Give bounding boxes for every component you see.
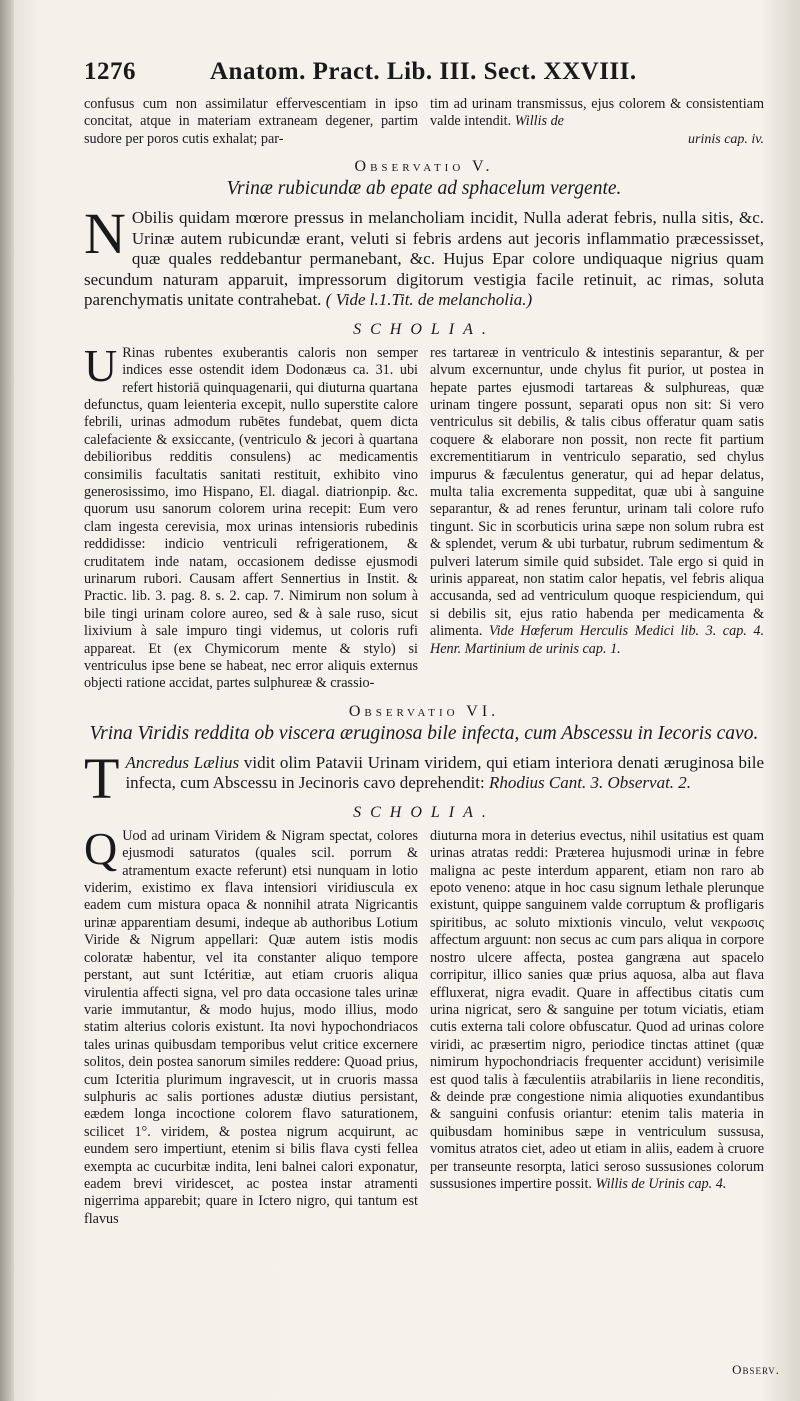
top-right-body: tim ad urinam transmissus, ejus colorem & consistentiam valde intendit. [430,96,764,130]
scholia1-ref: Vide Hœferum Herculis Medici lib. 3. cap. 4. Henr. Martinium de urinis cap. 1. [430,623,765,657]
scholia2-dropcap: Q [84,822,118,874]
scholia2-ref: Willis de Urinis cap. 4. [595,1175,727,1192]
obs6-subtitle: Vrina Viridis reddita ob viscera æruginosa bile infecta, cum Abscessu in Iecoris cavo. [89,722,759,744]
scholia1-left-text: Rinas rubentes exuberantis caloris non semper indices esse ostendit idem Dodonæus ca. 31. ubi refert historiā quinquagenarii, qui diuturna quartana defunctus, quam leienteria excepit, nullo superstite calore febrili, urinas admodum rubētes fundebat, quem dicta calefaciente & exsiccante, (ventriculo & jecori à quartana debilioribus redditis consulens) ac medicamentis consimilis facultatis sanitati restituit, exhibito vino generosissimo, imo Hispano, El. diagal. diatrionpip. &c. quorum usu sanorum colorem urina recepit: Eum vero clam ingesta cerevisia, mox urinas intensioris rubedinis reddidisse: indicio ventriculi refrigerationem, & cruditatem inde natam, occasionem dedisse ejusmodi urinarum rubori. Causam affert Sennertius in Instit. & Practic. lib. 3. pag. 8. s. 2. cap. 7. Nimirum non solum à bile tingi urinam colore aureo, sed & à sale ruso, sicut lixivium à sale impuro tingi videmus, ut coloris rufi appareat. Et (ex Chymicorum mente & stylo) si ventriculus ipse bene se habeat, nec error aliquis externus objecti ratione accidat, partes sulphureæ & crassio- [84,344,418,692]
page-gutter [0,0,14,1401]
top-left-text: confusus cum non assimilatur effervescentiam in ipso concitat, atque in materiam extraneam degener, partim sudore per poros cutis exhalat; par- [84,96,418,147]
page-content [84,58,764,1228]
scholia1-columns [84,339,765,693]
scholia1-right [430,345,764,693]
catchword: Observ. [732,1362,780,1377]
scholia1-left [84,339,418,693]
scholia2-columns [84,822,764,1228]
scholia2-heading: SCHOLIA. [353,803,495,821]
scholia2-right [430,828,764,1228]
top-right-block [430,96,764,148]
scholia1-dropcap: U [84,339,118,391]
obs6-text: vidit olim Patavii Urinam viridem, qui etiam interiora denati æruginosa bile infecta, cum Abscessu in Jecinoris cavo deprehendit: [125,752,765,793]
scholia2-right-text: diuturna mora in deterius evectus, nihil usitatius est quam urinas atratas reddi: Præterea hujusmodi urinæ in febre maligna ac peste interdum apparent, etiam non raro ab epoto veneno: atque in hoc casu signum lethale plerunque existunt, quippe sanguinem valde corruptum & profligaris spiritibus, ac soluto mixtionis vinculo, velut νεκρωσις affectum arguunt: non secus ac cum pars aliqua in corpore nostro ulcere affecta, postea gangræna aut spacelo corripitur, illico sanies quæ prius aquosa, alba aut flava effluxerat, nigra evadit. Quare in affectibus citatis cum urina nigricat, sero & sanguine per totum viciatis, etiam cutis externa tali colore obfuscatur. Quod ad urinas colore viridi, ac præsertim nigro, periodice tinctas attinet (quæ nimirum hypochondriacis frequenter accidunt) verisimile est quod talis à fæculentiis atrabilariis in liene reconditis, & deinde præ congestione nimia aliquoties exundantibus & sanguini confusis oriantur: etenim talis materia in quibusdam hominibus sæpe in ventriculum sussusa, vomitus atratos ciet, adeo ut etiam in aliis, eadem à cruore per transeunte resorpta, latici seroso sussusiones colorum sussusiones impertire possit. [430,827,764,1192]
obs5-paragraph [84,201,764,311]
scholia2-left-text: Uod ad urinam Viridem & Nigram spectat, colores ejusmodi saturatos (quales scil. porrum & atramentum exacte referunt) etsi nunquam in lotio viderim, existimo ex flava intensiori viridiuscula ex eadem cum mistura opaca & nonnihil atrata Nigricantis urinæ apparentiam desumi, indeque ab authoribus Lotium Viride & Nigrum appellari: Quæ autem istis modis coloratæ habentur, vel ita constanter aliquo tempore perstant, aut sunt Ictéritiæ, aut etiam cruoris aliqua virulentia affecti signa, vel pro data occasione tales urinæ varie immutantur, & modo hujus, modo illius, modo statim alterius coloris existunt. Ita novi hypochondriacos tales urinas quibusdam temporibus velut critice excernere solitos, dein postea sanorum similes reddere: Quoad prius, cum Icteritia plurimum ingravescit, ut in cruoris massa sulphuris ac salis portiones adustæ diutius persistant, eædem longa incoctione colorem flavo saturationem, scilicet 1°. viridem, & postea nigrum acquirunt, ac eundem sero impertiunt, etenim si bilis flava cysti fellea exempta ac cucurbitæ indita, leni balnei calori exponatur, eadem brevi viridescet, ac postea instar atramenti nigerrima apparebit; quare in Ictero nigro, qui tantum est flavus [84,827,418,1227]
obs6-dropcap: T [84,745,120,811]
obs5-heading: Observatio V. [354,158,494,176]
obs5-subtitle: Vrinæ rubicundæ ab epate ad sphacelum vergente. [226,178,622,200]
obs5-ref: ( Vide l.1.Tit. de melancholia.) [325,290,533,310]
obs6-heading: Observatio VI. [348,702,500,720]
obs6-paragraph [84,745,765,811]
scholia1-right-text: res tartareæ in ventriculo & intestinis separantur, & per alvum excernuntur, unde chylus fit purior, ut postea in hepate partes ejusmodi tartareas & sulphureas, quæ urinam tingere possunt, separati opus non sit: Si vero ventriculus sit debilis, & talis cibus offeratur quam satis coquere & elaborare non possit, non recte fit partium excrementitiarum in ventriculo separatio, sed chylus impurus & fæculentus generatur, qui ad hepar delatus, multa talia excrementa suppeditat, quæ ubi à sanguine separantur, & ad renes feruntur, urinam tali colore rufo tingunt. Sic in scorbuticis urina sæpe non solum rubra est & splendet, verum & ubi turbatur, rubrum sedimentum & pulveri laterum simile quid subsidet. Tale ergo si quid in urinis appareat, non statim calor hepatis, vel febris aliqua accusanda, sed ad ventriculum quoque respiciendum, qui si debilis sit, ejus ratio habenda per medicamenta & alimenta. [430,344,764,640]
scholia2-left [84,822,418,1228]
obs5-dropcap: N [84,201,126,267]
top-continuation [84,96,764,148]
top-ref1: Willis de [514,113,564,130]
obs6-author: Ancredus Lælius [125,752,240,772]
obs6-ref: Rhodius Cant. 3. Observat. 2. [488,773,692,793]
page-number: 1276 [84,58,136,85]
running-head [84,58,764,96]
running-title: Anatom. Pract. Lib. III. Sect. XXVIII. [210,58,637,85]
top-right-text [430,96,764,131]
scholia1-heading: SCHOLIA. [353,320,495,338]
obs5-text: Obilis quidam mœrore pressus in melancholiam incidit, Nulla aderat febris, nulla sitis, &c. Urinæ autem rubicundæ erant, veluti si febris ardens aut jecoris inflammatio præcessisset, quæ quales reddebantur permanebant, &c. Hujus Epar colore undiquaque nigrius quam secundum naturam apparuit, impressorum digitorum vestigia facile retinuit, ac rimas, soluta parenchymatis unitate contrahebat. [84,208,764,310]
top-ref2: urinis cap. iv. [688,131,764,147]
